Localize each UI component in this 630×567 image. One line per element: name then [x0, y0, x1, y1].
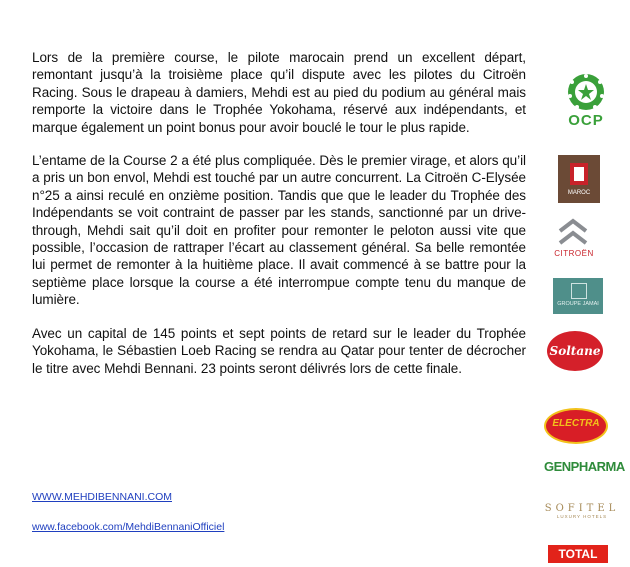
- citroen-logo: [546, 215, 606, 265]
- soltane-logo: [547, 331, 603, 371]
- citroen-label: CITROËN: [554, 249, 594, 258]
- genpharma-logo: GENPHARMA: [544, 459, 625, 474]
- links-section: [32, 491, 224, 551]
- article-paragraph-3: Avec un capital de 145 points et sept points de retard sur le leader du Trophée Yokohama, le Sébastien Loeb Racing se rendra au Qatar pour tenter de décrocher le titre avec Mehdi Bennani. 23 points seront délivrés lors de cette finale.: [32, 325, 526, 376]
- sofitel-label: SOFITEL: [544, 503, 620, 514]
- soltane-label: Soltane: [549, 344, 601, 358]
- citroen-chevrons-icon: [546, 215, 606, 249]
- electra-label: ELECTRA: [552, 418, 600, 429]
- article-paragraph-2: L’entame de la Course 2 a été plus compliquée. Dès le premier virage, et alors qu’il a pris un bon envol, Mehdi est touché par un autre concurrent. La Citroën C-Elysée n°25 a ainsi reculé en onzième position. Tandis que que le leader du Trophée des Indépendants se voit contraint de passer par les stands, sanctionné par un drive-through, Mehdi sait qu’il doit en profiter pour remonter le peloton aussi vite que possible, l’occasion de rattraper l’écart au classement général. Sa belle remontée lui permet de remonter à la huitième place. Il avait commencé à se battre pour la septième place lorsque la course a été interrompue compte tenu du manque de lumière.: [32, 153, 526, 308]
- total-logo: [548, 545, 608, 563]
- jamai-mark-icon: [571, 283, 587, 299]
- website-link[interactable]: WWW.MEHDIBENNANI.COM: [32, 491, 172, 503]
- maroc-logo: [558, 155, 600, 203]
- sofitel-logo: [542, 503, 622, 525]
- groupe-jamai-logo: [553, 278, 603, 314]
- ocp-logo: [551, 70, 621, 135]
- ocp-label: OCP: [568, 112, 604, 129]
- total-label: TOTAL: [558, 547, 598, 561]
- maroc-label: MAROC: [567, 190, 591, 196]
- sofitel-sub-label: LUXURY HOTELS: [556, 514, 608, 519]
- jamai-label: GROUPE JAMAI: [557, 301, 599, 307]
- electra-logo: [544, 408, 608, 442]
- article-paragraph-1: Lors de la première course, le pilote marocain prend un excellent départ, remontant jusqu’à la troisième place qu’il dispute avec les pilotes du Citroën Racing. Sous le drapeau à damiers, Mehdi est au pied du podium au général mais remporte la victoire dans le Trophée Yokohama, réservé aux indépendants, et marque également un point bonus pour avoir bouclé le tour le plus rapide.: [32, 50, 526, 135]
- facebook-link[interactable]: www.facebook.com/MehdiBennaniOfficiel: [32, 521, 225, 533]
- article-body: [32, 49, 526, 393]
